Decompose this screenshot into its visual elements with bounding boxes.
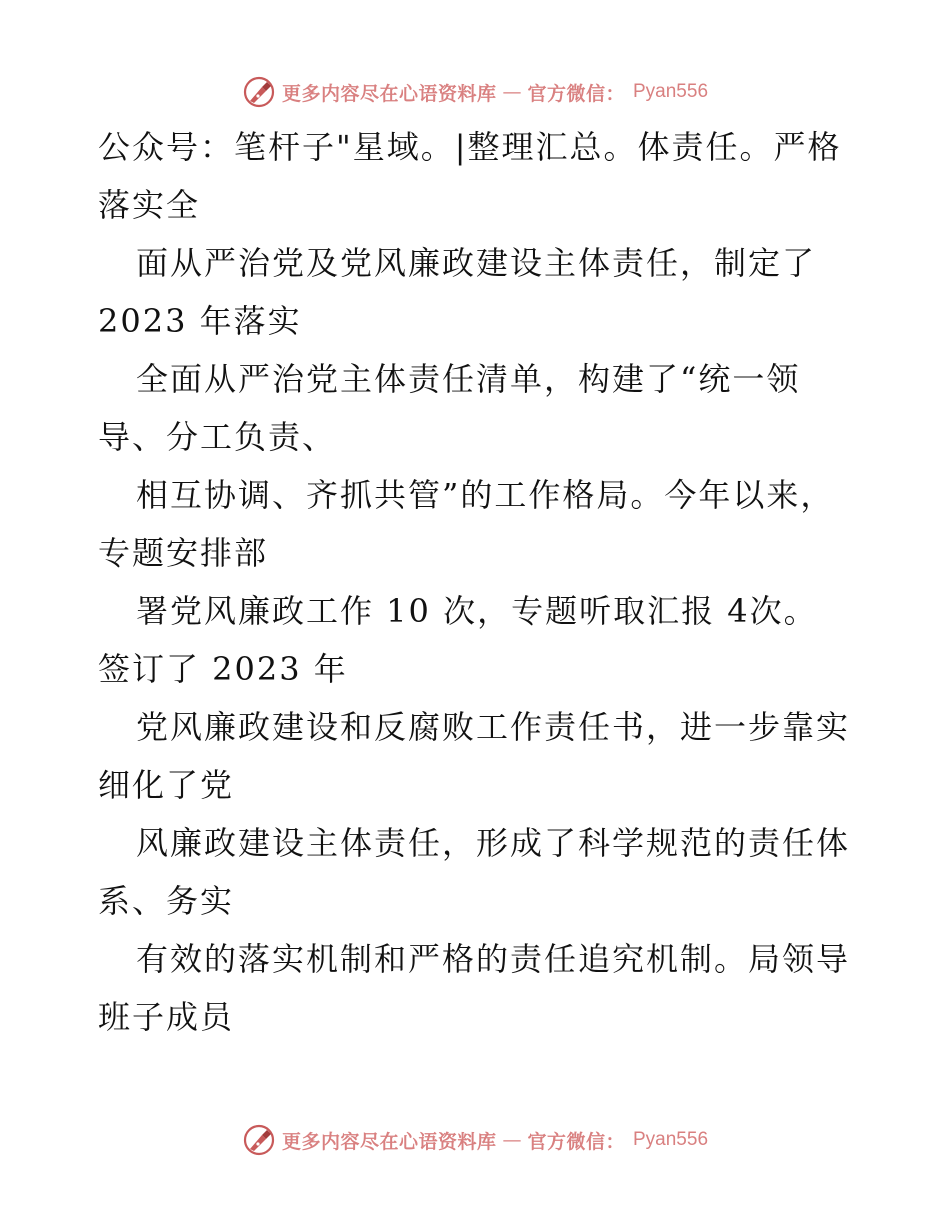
watermark-account: Pyan556 [633,1129,709,1150]
footer-watermark [0,1120,950,1160]
text-line: 有效的落实机制和严格的责任追究机制。局领导 [136,940,851,978]
text-line: 签订了 2023 年 [98,650,348,688]
pen-nib-logo-icon [242,75,276,109]
text-line: 导、分工负责、 [98,418,337,456]
text-line: 党风廉政建设和反腐败工作责任书，进一步靠实 [136,708,851,746]
text-line: 细化了党 [98,766,235,804]
watermark-label: 官方微信： [527,82,625,105]
text-line: 落实全 [98,186,201,224]
text-line: 公众号：笔杆子"星域。|整理汇总。体责任。严格 [98,128,842,166]
text-line: 专题安排部 [98,534,269,572]
watermark-separator: — [502,81,522,103]
document-body [98,118,858,1046]
text-line: 全面从严治党主体责任清单，构建了“统一领 [136,360,801,398]
watermark-account: Pyan556 [633,81,709,102]
watermark-label: 官方微信： [527,1130,625,1153]
text-line: 风廉政建设主体责任，形成了科学规范的责任体 [136,824,851,862]
text-line: 相互协调、齐抓共管”的工作格局。今年以来， [136,476,835,514]
text-line: 署党风廉政工作 10 次，专题听取汇报 4次。 [136,592,818,630]
watermark-text: 更多内容尽在心语资料库 [281,82,497,105]
text-line: 面从严治党及党风廉政建设主体责任，制定了 [136,244,817,282]
pen-nib-logo-icon [242,1123,276,1157]
text-line: 班子成员 [98,998,235,1036]
header-watermark [0,72,950,112]
text-line: 系、务实 [98,882,235,920]
watermark-text: 更多内容尽在心语资料库 [281,1130,497,1153]
watermark-separator: — [502,1129,522,1151]
text-line: 2023 年落实 [98,302,302,340]
